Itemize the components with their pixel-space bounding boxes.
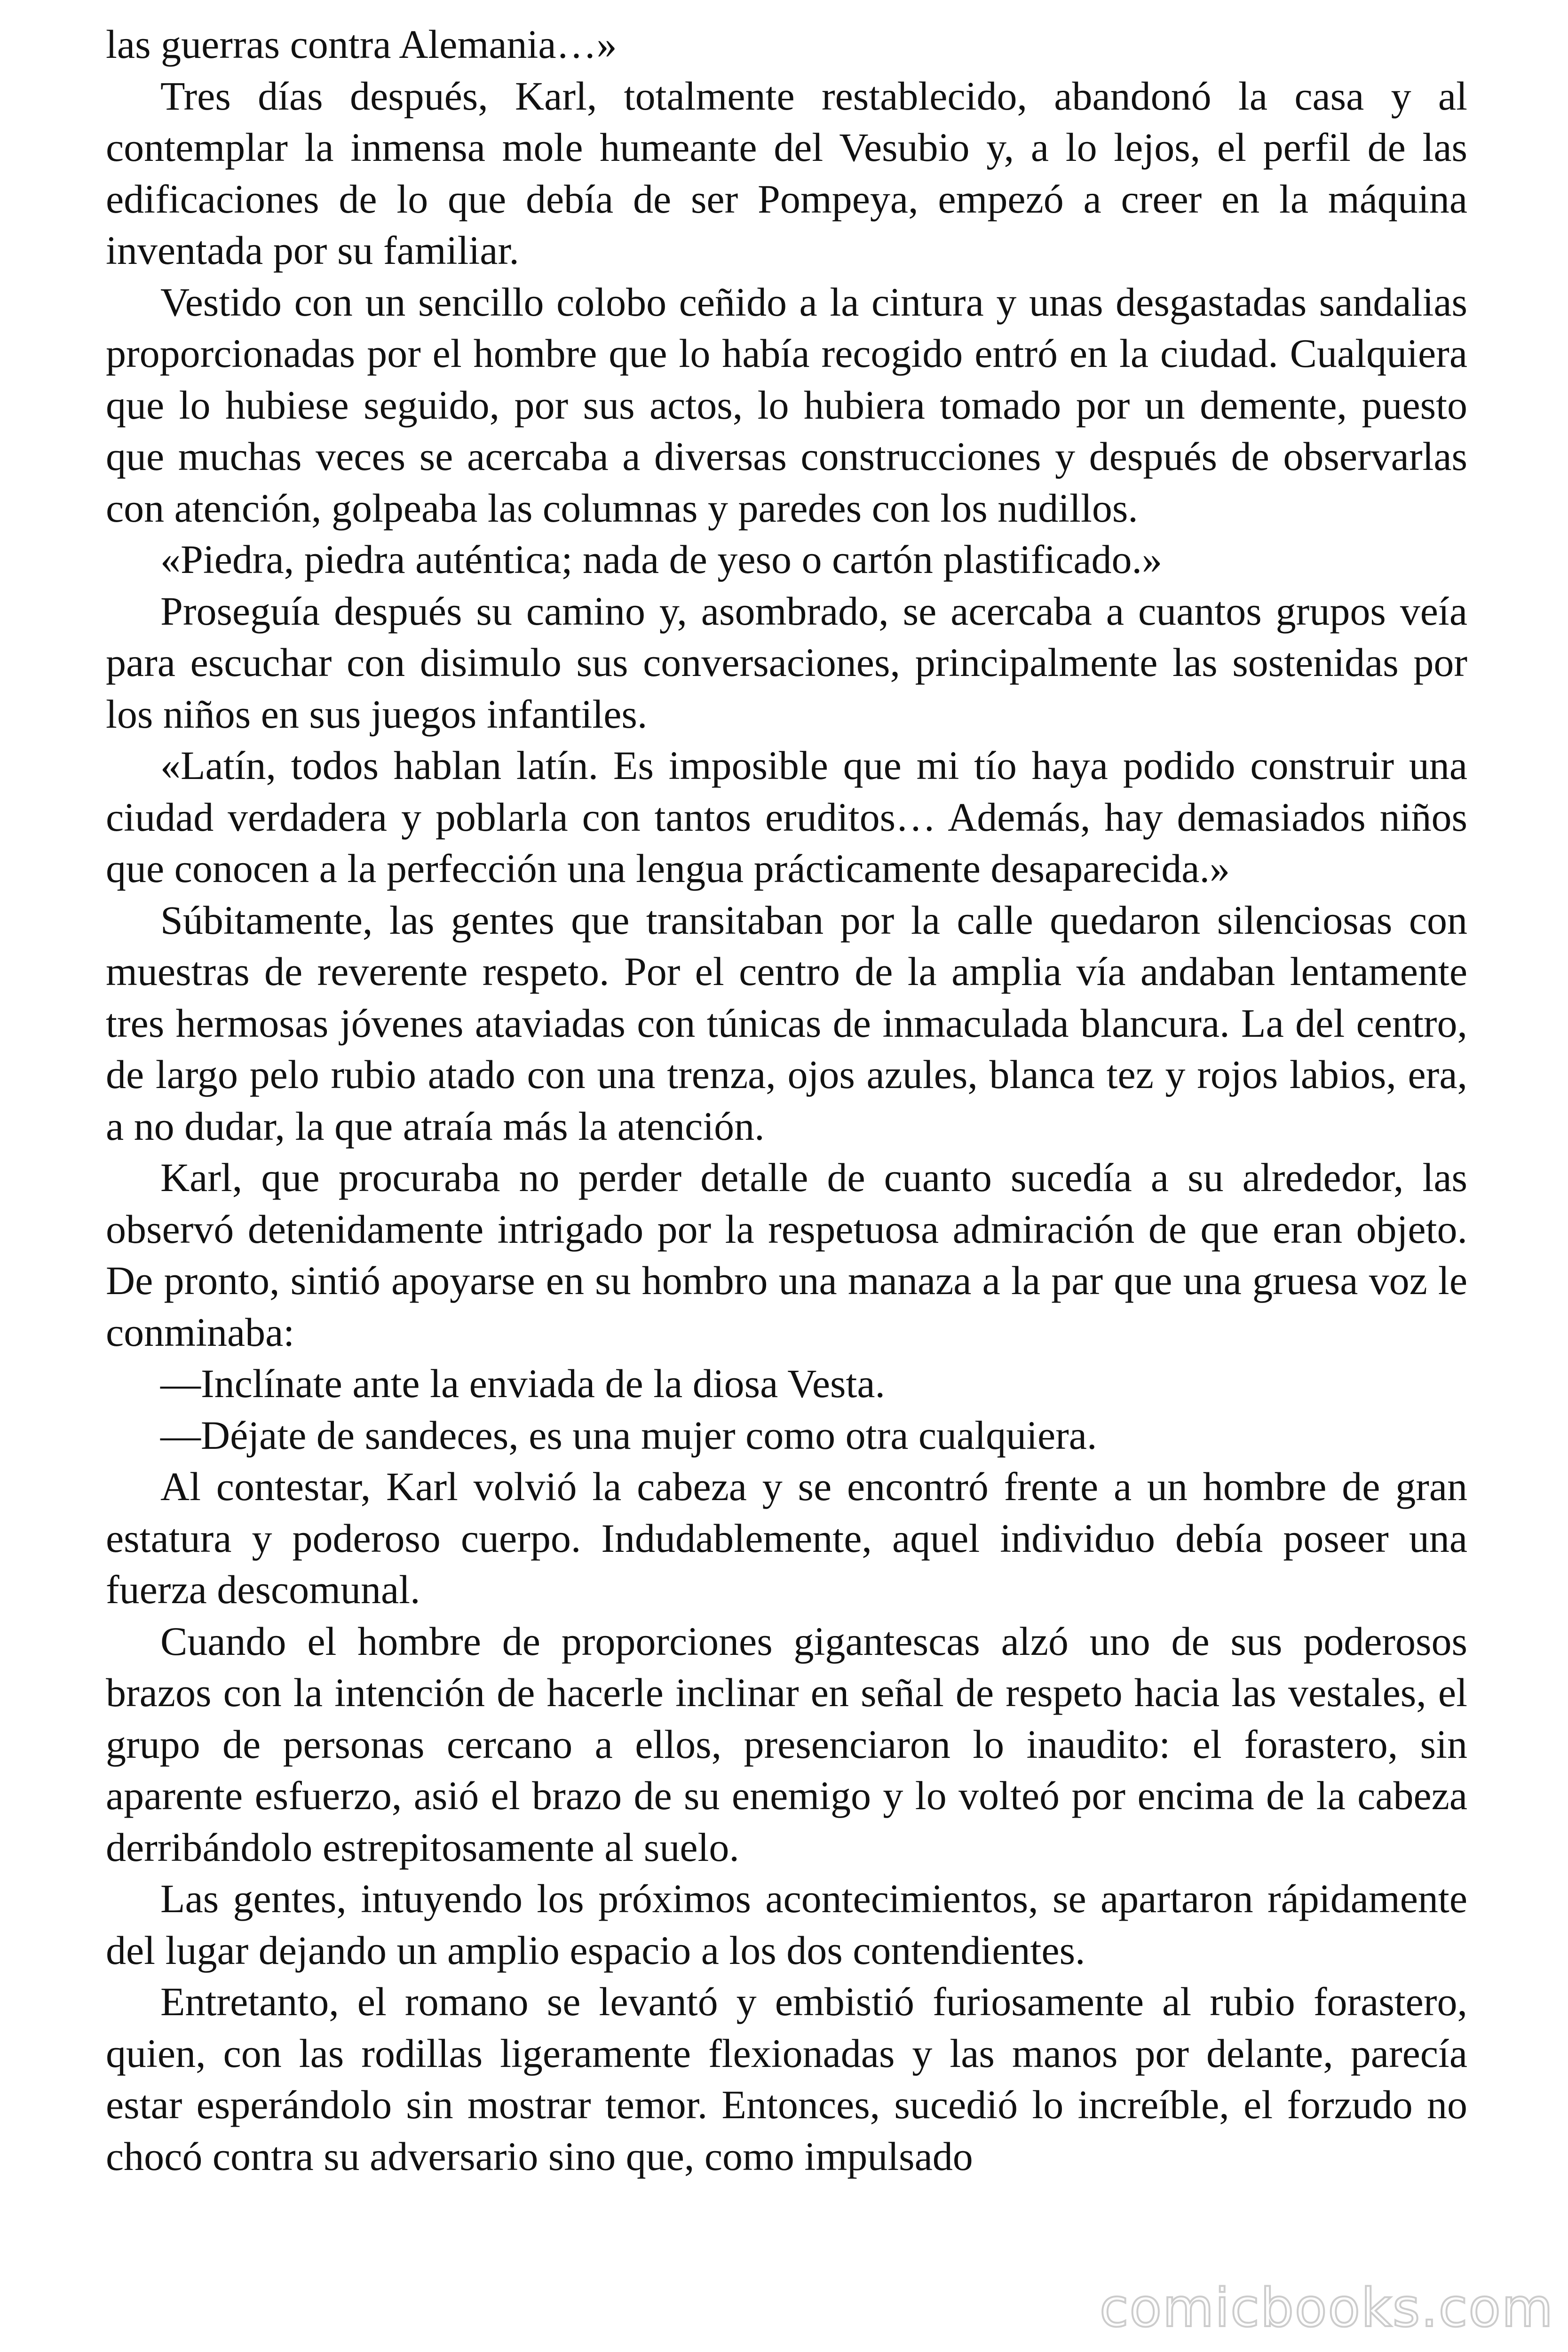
paragraph: «Piedra, piedra auténtica; nada de yeso o cartón plastificado.» (160, 537, 1163, 582)
paragraph: Al contestar, Karl volvió la cabeza y se encontró frente a un hombre de gran estatura y poderoso cuerpo. Indudablemente, aquel individuo debía poseer una fuerza descomunal. (106, 1464, 1467, 1612)
paragraph: Tres días después, Karl, totalmente restablecido, abandonó la casa y al contemplar la inmensa mole humeante del Vesubio y, a lo lejos, el perfil de las edificaciones de lo que debía de ser Pompeya, empezó a creer en la máquina inventada por su familiar. (106, 73, 1467, 273)
book-page-text (106, 19, 1467, 2182)
paragraph: Karl, que procuraba no perder detalle de cuanto sucedía a su alrededor, las observó detenidamente intrigado por la respetuosa admiración de que eran objeto. De pronto, sintió apoyarse en su hombro una manaza a la par que una gruesa voz le conminaba: (106, 1155, 1467, 1355)
paragraph: «Latín, todos hablan latín. Es imposible que mi tío haya podido construir una ciudad verdadera y poblarla con tantos eruditos… Además, hay demasiados niños que conocen a la perfección una lengua prácticamente desaparecida.» (106, 743, 1467, 891)
paragraph: Cuando el hombre de proporciones gigantescas alzó uno de sus poderosos brazos con la intención de hacerle inclinar en señal de respeto hacia las vestales, el grupo de personas cercano a ellos, presenciaron lo inaudito: el forastero, sin aparente esfuerzo, asió el brazo de su enemigo y lo volteó por encima de la cabeza derribándolo estrepitosamente al suelo. (106, 1618, 1467, 1870)
dialogue-line: —Déjate de sandeces, es una mujer como otra cualquiera. (160, 1412, 1097, 1458)
paragraph-continuation: las guerras contra Alemania…» (106, 22, 617, 67)
dialogue-line: —Inclínate ante la enviada de la diosa Vesta. (160, 1361, 886, 1406)
paragraph-last: Entretanto, el romano se levantó y embistió furiosamente al rubio forastero, quien, con las rodillas ligeramente flexionadas y las manos por delante, parecía estar esperándolo sin mostrar temor. Entonces, sucedió lo increíble, el forzudo no chocó contra su adversario sino que, como impulsado (106, 1979, 1467, 2179)
paragraph: Las gentes, intuyendo los próximos acontecimientos, se apartaron rápidamente del lugar dejando un amplio espacio a los dos contendientes. (106, 1876, 1467, 1973)
paragraph: Vestido con un sencillo colobo ceñido a la cintura y unas desgastadas sandalias proporcionadas por el hombre que lo había recogido entró en la ciudad. Cualquiera que lo hubiese seguido, por sus actos, lo hubiera tomado por un demente, puesto que muchas veces se acercaba a diversas construcciones y después de observarlas con atención, golpeaba las columnas y paredes con los nudillos. (106, 279, 1467, 531)
paragraph: Súbitamente, las gentes que transitaban por la calle quedaron silenciosas con muestras de reverente respeto. Por el centro de la amplia vía andaban lentamente tres hermosas jóvenes ataviadas con túnicas de inmaculada blancura. La del centro, de largo pelo rubio atado con una trenza, ojos azules, blanca tez y rojos labios, era, a no dudar, la que atraía más la atención. (106, 897, 1467, 1149)
watermark: comicbooks.com (1099, 2278, 1554, 2339)
paragraph: Proseguía después su camino y, asombrado, se acercaba a cuantos grupos veía para escuchar con disimulo sus conversaciones, principalmente las sostenidas por los niños en sus juegos infantiles. (106, 588, 1467, 737)
